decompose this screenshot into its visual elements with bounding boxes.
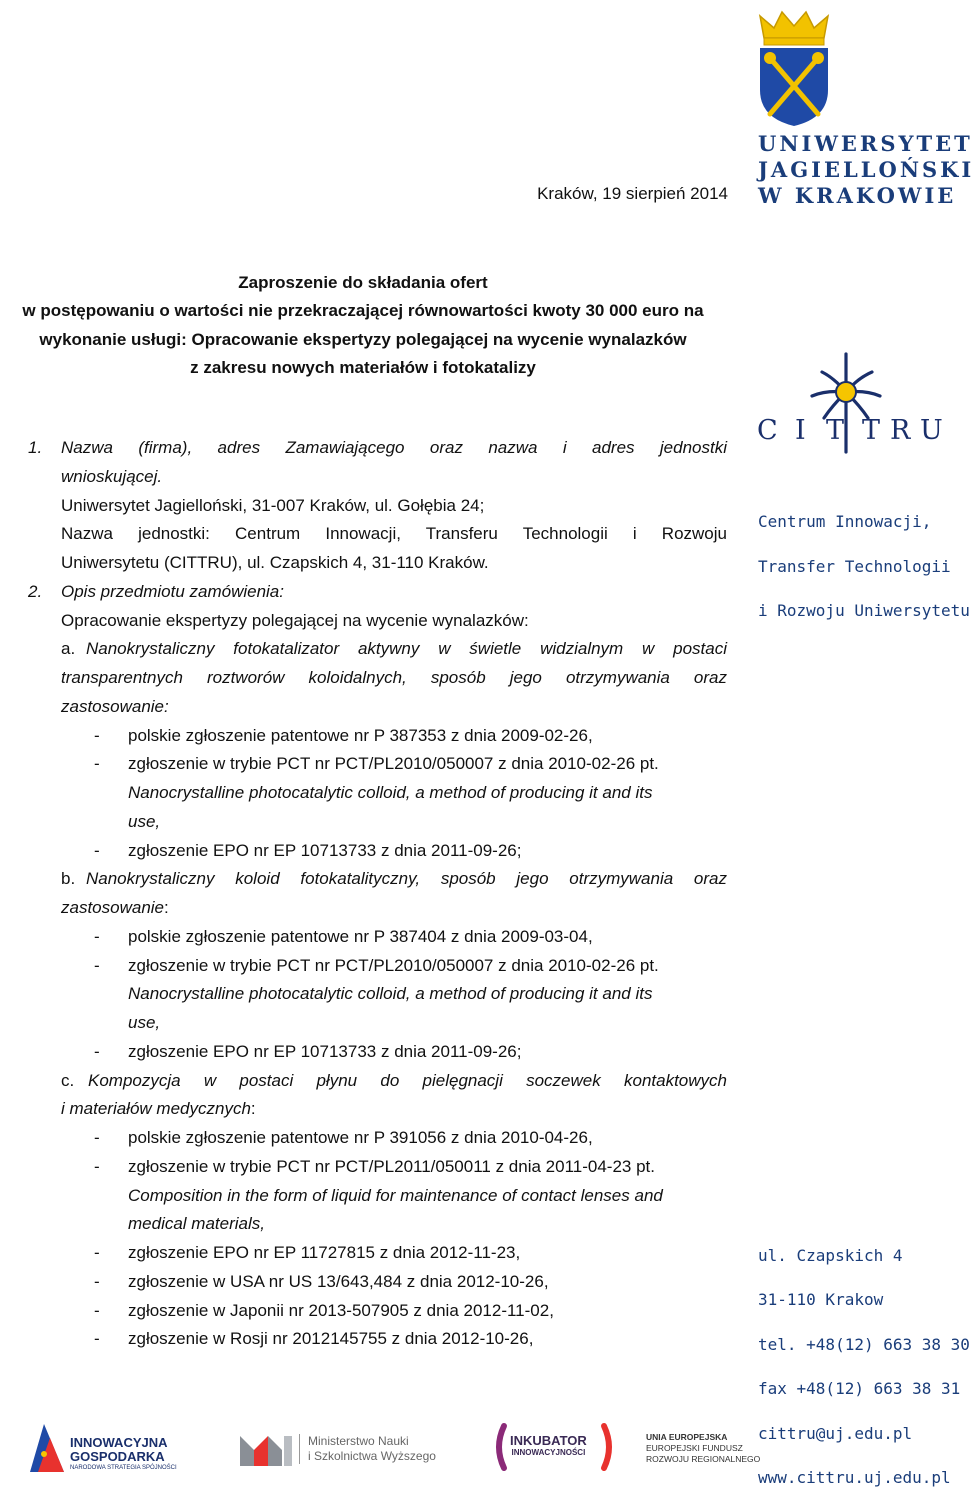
ig-line1: INNOWACYJNA: [70, 1435, 168, 1450]
item-c-title-colon: :: [250, 1099, 256, 1118]
inkubator-line1: INKUBATOR: [510, 1433, 587, 1448]
uj-crest-logo: [756, 8, 832, 128]
heading-line2: w postępowaniu o wartości nie przekraczającej równowartości kwoty 30 000 euro na: [22, 301, 704, 320]
item-c-entry-2: zgłoszenie w trybie PCT nr PCT/PL2011/050011 z dnia 2011-04-23 pt.: [128, 1157, 655, 1176]
item-b-entry-2-title: Nanocrystalline photocatalytic colloid, a method of producing it and its: [128, 984, 653, 1003]
item-a-entry-2-title-cont: use,: [128, 812, 161, 831]
item-c-title: Kompozycja w postaci płynu do pielęgnacji soczewek kontaktowych: [88, 1071, 727, 1090]
list-dash: -: [94, 927, 100, 946]
cittru-letter: T: [862, 415, 881, 446]
eu-line2: EUROPEJSKI FUNDUSZ: [646, 1443, 743, 1453]
item-a-entry-3: zgłoszenie EPO nr EP 10713733 z dnia 2011-09-26;: [128, 841, 522, 860]
item-b-entry-1: polskie zgłoszenie patentowe nr P 387404 z dnia 2009-03-04,: [128, 927, 593, 946]
list-dash: -: [94, 956, 100, 975]
cittru-website-link[interactable]: www.cittru.uj.edu.pl: [758, 1468, 951, 1487]
item-b-title-colon: :: [164, 898, 169, 917]
zamawiajacy-address: Uniwersytet Jagielloński, 31-007 Kraków, ul. Gołębia 24;: [61, 496, 485, 515]
list-dash: -: [94, 1272, 100, 1291]
heading-line3: wykonanie usługi: Opracowanie ekspertyzy polegającej na wycenie wynalazków: [39, 330, 687, 349]
item-c-letter: c.: [61, 1071, 75, 1090]
item-a-title: Nanokrystaliczny fotokatalizator aktywny w świetle widzialnym w postaci: [86, 639, 727, 658]
item-c-entry-5: zgłoszenie w Japonii nr 2013-507905 z dnia 2012-11-02,: [128, 1301, 554, 1320]
ministerstwo-logo-icon: [240, 1436, 292, 1466]
item-c-title-words: i materiałów medycznych: [61, 1099, 251, 1118]
uj-name-line2: JAGIELLOŃSKI: [758, 157, 974, 182]
item-c-entry-6: zgłoszenie w Rosji nr 2012145755 z dnia 2012-10-26,: [128, 1329, 534, 1348]
eu-fund-text: [646, 1432, 761, 1465]
list-dash: -: [94, 754, 100, 773]
item-a-entry-2-title: Nanocrystalline photocatalytic colloid, a method of producing it and its: [128, 783, 653, 802]
ministerstwo-text: [299, 1434, 436, 1464]
uj-name-line3: W KRAKOWIE: [758, 183, 957, 208]
item-c-entry-4: zgłoszenie w USA nr US 13/643,484 z dnia 2012-10-26,: [128, 1272, 549, 1291]
section-2-title: Opis przedmiotu zamówienia:: [61, 582, 284, 601]
uj-name-line1: UNIWERSYTET: [758, 131, 973, 156]
item-c-entry-1: polskie zgłoszenie patentowe nr P 391056 z dnia 2010-04-26,: [128, 1128, 593, 1147]
heading-line4: z zakresu nowych materiałów i fotokatalizy: [190, 358, 536, 377]
list-dash: -: [94, 1042, 100, 1061]
innowacyjna-gospodarka-text: [70, 1436, 177, 1473]
item-a-entry-1: polskie zgłoszenie patentowe nr P 387353 z dnia 2009-02-26,: [128, 726, 593, 745]
section-1-title: Nazwa (firma), adres Zamawiającego oraz nazwa i adres jednostki: [61, 438, 727, 457]
innowacyjna-gospodarka-logo-icon: [30, 1424, 64, 1472]
item-b-entry-3: zgłoszenie EPO nr EP 10713733 z dnia 2011-09-26;: [128, 1042, 522, 1061]
ministerstwo-line2: i Szkolnictwa Wyższego: [308, 1449, 436, 1463]
inkubator-line2: INNOWACYJNOŚCI: [511, 1448, 586, 1457]
cittru-desc-line3: i Rozwoju Uniwersytetu: [758, 601, 970, 620]
list-dash: -: [94, 1301, 100, 1320]
list-dash: -: [94, 726, 100, 745]
cittru-letter: R: [890, 415, 911, 446]
item-c-entry-3: zgłoszenie EPO nr EP 11727815 z dnia 2012-11-23,: [128, 1243, 521, 1262]
list-dash: -: [94, 841, 100, 860]
cittru-city: 31-110 Krakow: [758, 1290, 884, 1309]
list-dash: -: [94, 1329, 100, 1348]
cittru-letter: I: [795, 415, 806, 446]
cittru-fax: fax +48(12) 663 38 31: [758, 1379, 961, 1398]
item-a-title-cont: transparentnych roztworów koloidalnych, sposób jego otrzymywania oraz: [61, 668, 727, 687]
cittru-letter: C: [757, 415, 778, 446]
item-c-title-cont: [61, 1095, 256, 1124]
item-a-title-end: zastosowanie:: [61, 697, 169, 716]
item-c-entry-2-title-cont: medical materials,: [128, 1214, 265, 1233]
section-2-intro: Opracowanie ekspertyzy polegającej na wycenie wynalazków:: [61, 611, 529, 630]
item-b-entry-2-title-cont: use,: [128, 1013, 161, 1032]
unit-address: Uniwersytetu (CITTRU), ul. Czapskich 4, 31-110 Kraków.: [61, 553, 489, 572]
document-date: Kraków, 19 sierpień 2014: [537, 184, 728, 203]
ig-line3: NARODOWA STRATEGIA SPÓJNOŚCI: [70, 1465, 177, 1471]
cittru-letter: T: [826, 415, 845, 446]
ministerstwo-line1: Ministerstwo Nauki: [308, 1434, 409, 1448]
eu-line3: ROZWOJU REGIONALNEGO: [646, 1454, 761, 1464]
eu-line1: UNIA EUROPEJSKA: [646, 1432, 728, 1442]
inkubator-text: [510, 1434, 587, 1458]
item-b-title: Nanokrystaliczny koloid fotokatalityczny, sposób jego otrzymywania oraz: [86, 869, 727, 888]
cittru-desc-line2: Transfer Technologii: [758, 557, 951, 576]
cittru-letter: U: [920, 415, 943, 446]
cittru-email-link[interactable]: cittru@uj.edu.pl: [758, 1424, 913, 1443]
list-dash: -: [94, 1128, 100, 1147]
cittru-phone: tel. +48(12) 663 38 30: [758, 1335, 970, 1354]
section-2-number: 2.: [28, 582, 43, 601]
item-b-title-word: zastosowanie: [61, 898, 165, 917]
list-dash: -: [94, 1157, 100, 1176]
cittru-desc-line1: Centrum Innowacji,: [758, 512, 932, 531]
section-1-title-cont: wnioskującej.: [61, 467, 163, 486]
item-b-letter: b.: [61, 869, 76, 888]
unit-name: Nazwa jednostki: Centrum Innowacji, Transferu Technologii i Rozwoju: [61, 524, 727, 543]
item-a-entry-2: zgłoszenie w trybie PCT nr PCT/PL2010/050007 z dnia 2010-02-26 pt.: [128, 754, 659, 773]
item-b-entry-2: zgłoszenie w trybie PCT nr PCT/PL2010/050007 z dnia 2010-02-26 pt.: [128, 956, 659, 975]
list-dash: -: [94, 1243, 100, 1262]
item-c-entry-2-title: Composition in the form of liquid for maintenance of contact lenses and: [128, 1186, 663, 1205]
section-1-number: 1.: [28, 438, 43, 457]
cittru-street: ul. Czapskich 4: [758, 1246, 903, 1265]
item-a-letter: a.: [61, 639, 76, 658]
heading-line1: Zaproszenie do składania ofert: [238, 273, 488, 292]
item-b-title-cont: [61, 894, 169, 923]
ig-line2: GOSPODARKA: [70, 1449, 165, 1464]
